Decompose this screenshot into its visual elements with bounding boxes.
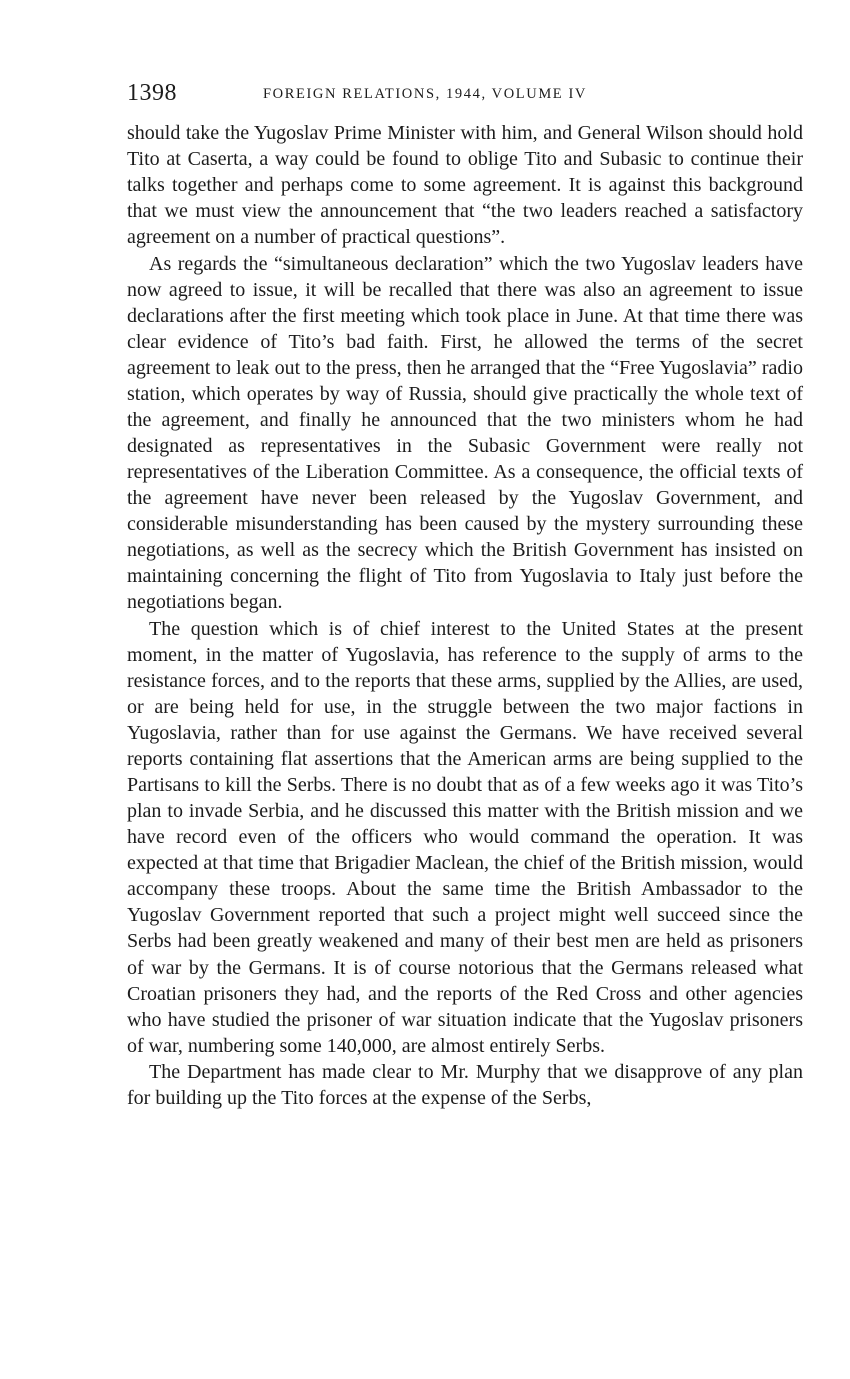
document-page <box>127 78 803 1111</box>
page-header <box>127 78 803 112</box>
page-number: 1398 <box>127 80 177 106</box>
paragraph-continued: should take the Yugoslav Prime Minister with him, and General Wilson should hold Tito at Caserta, a way could be found to oblige Tito and Subasic to continue their talks together and perhaps come to some agreement. It is against this background that we must view the announcement that “the two leaders reached a satisfactory agreement on a number of practical questions”. <box>127 122 803 249</box>
paragraph-department-position: The Department has made clear to Mr. Murphy that we disapprove of any plan for building up the Tito forces at the expense of the Serbs, <box>127 1061 803 1110</box>
running-head: FOREIGN RELATIONS, 1944, VOLUME IV <box>263 86 587 102</box>
paragraph-arms-supply: The question which is of chief interest to the United States at the present moment, in the matter of Yugoslavia, has reference to the supply of arms to the resistance forces, and to the reports that these arms, supplied by the Allies, are used, or are being held for use, in the struggle between the two major factions in Yugoslavia, rather than for use against the Germans. We have received several reports containing flat assertions that the American arms are being supplied to the Partisans to kill the Serbs. There is no doubt that as of a few weeks ago it was Tito’s plan to invade Serbia, and he discussed this matter with the British mission and we have record even of the officers who would command the operation. It was expected at that time that Brigadier Maclean, the chief of the British mission, would accompany these troops. About the same time the British Ambassador to the Yugoslav Government reported that such a project might well succeed since the Serbs had been greatly weakened and many of their best men are held as prisoners of war by the Germans. It is of course notorious that the Germans released what Croatian prisoners they had, and the reports of the Red Cross and other agencies who have studied the prisoner of war situation indicate that the Yugoslav prisoners of war, numbering some 140,000, are almost entirely Serbs. <box>127 617 803 1057</box>
body-text <box>127 120 803 1111</box>
paragraph-simultaneous-declaration: As regards the “simultaneous declaration” which the two Yugoslav leaders have now agreed to issue, it will be recalled that there was also an agreement to issue declarations after the first meeting which took place in June. At that time there was clear evidence of Tito’s bad faith. First, he allowed the terms of the secret agreement to leak out to the press, then he arranged that the “Free Yugoslavia” radio station, which operates by way of Russia, should give practically the whole text of the agreement, and finally he announced that the two ministers whom he had designated as representatives in the Subasic Government were really not representatives of the Liberation Committee. As a consequence, the official texts of the agreement have never been released by the Yugoslav Government, and considerable misunderstanding has been caused by the mystery surrounding these negotiations, as well as the secrecy which the British Government has insisted on maintaining concerning the flight of Tito from Yugoslavia to Italy just before the negotiations began. <box>127 252 803 614</box>
